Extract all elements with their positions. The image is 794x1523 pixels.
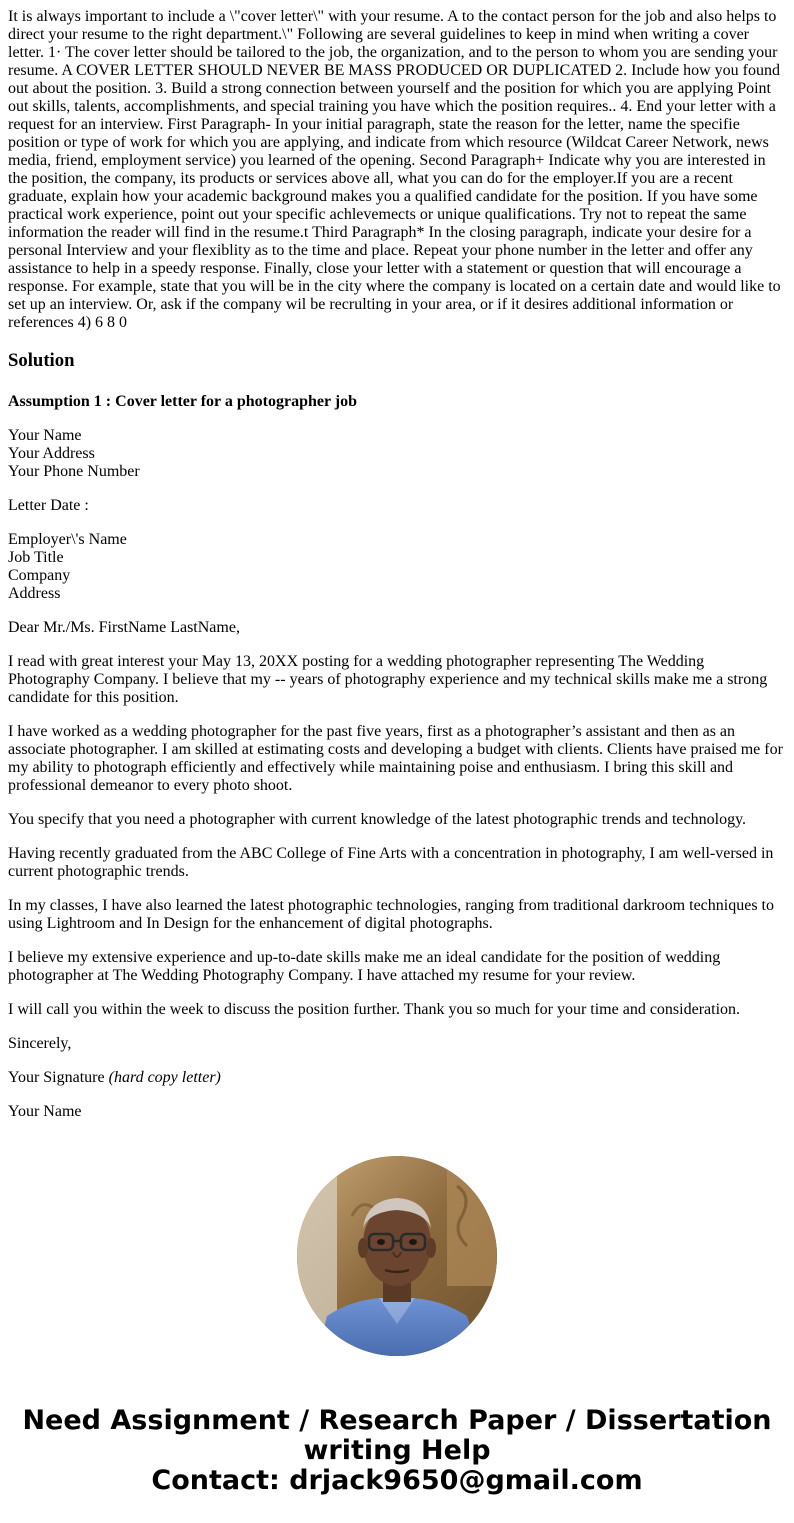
- letter-paragraph-3: You specify that you need a photographer with current knowledge of the latest photographic trends and technology.: [8, 811, 747, 828]
- solution-heading: Solution: [8, 350, 75, 371]
- sender-phone: Your Phone Number: [8, 463, 140, 480]
- avatar-container: [8, 1156, 786, 1356]
- sender-name: Your Name: [8, 427, 82, 444]
- letter-paragraph-6: I believe my extensive experience and up-to-date skills make me an ideal candidate for the position of wedding photographer at The Wedding Photography Company. I have attached my resume for your review.: [8, 949, 721, 984]
- letter-paragraph-5: In my classes, I have also learned the latest photographic technologies, ranging from traditional darkroom techniques to using Lightroom and In Design for the enhancement of digital photographs.: [8, 897, 774, 932]
- assumption-heading: Assumption 1 : Cover letter for a photographer job: [8, 393, 358, 410]
- recipient-block: [8, 531, 786, 603]
- footer-line-1: Need Assignment / Research Paper / Dissertation: [22, 1405, 772, 1436]
- letter-paragraph-1: I read with great interest your May 13, 20XX posting for a wedding photographer representing The Wedding Photography Company. I believe that my -- years of photography experience and my technical skills make me a strong candidate for this position.: [8, 653, 768, 706]
- signature-note: (hard copy letter): [108, 1069, 221, 1086]
- closing: Sincerely,: [8, 1035, 72, 1052]
- sender-address: Your Address: [8, 445, 95, 462]
- letter-date: Letter Date :: [8, 497, 89, 514]
- footer-banner: [8, 1406, 786, 1496]
- recipient-address: Address: [8, 585, 61, 602]
- closing-name: Your Name: [8, 1103, 82, 1120]
- signature-text: Your Signature: [8, 1069, 105, 1086]
- letter-paragraph-7: I will call you within the week to discuss the position further. Thank you so much for your time and consideration.: [8, 1001, 741, 1018]
- recipient-company: Company: [8, 567, 71, 584]
- letter-paragraph-4: Having recently graduated from the ABC College of Fine Arts with a concentration in photography, I am well-versed in current photographic trends.: [8, 845, 774, 880]
- footer-line-2: writing Help: [303, 1435, 491, 1466]
- footer-contact: Contact: drjack9650@gmail.com: [151, 1465, 643, 1496]
- avatar: [297, 1156, 497, 1356]
- letter-paragraph-2: I have worked as a wedding photographer for the past five years, first as a photographer’s assistant and then as an associate photographer. I am skilled at estimating costs and developing a budget with clients. Clients have praised me for my ability to photograph efficiently and effectively while maintaining poise and enthusiasm. I bring this skill and professional demeanor to every photo shoot.: [8, 723, 783, 794]
- recipient-job-title: Job Title: [8, 549, 64, 566]
- salutation: Dear Mr./Ms. FirstName LastName,: [8, 619, 240, 636]
- question-text: It is always important to include a \"cover letter\" with your resume. A to the contact person for the job and also helps to direct your resume to the right department.\" Following are several guidelines to keep in mind when writing a cover letter. 1· The cover letter should be tailored to the job, the organization, and to the person to whom you are sending your resume. A COVER LETTER SHOULD NEVER BE MASS PRODUCED OR DUPLICATED 2. Include how you found out about the position. 3. Build a strong connection between yourself and the position for which you are applying Point out skills, talents, accomplishments, and special training you have which the position requires.. 4. End your letter with a request for an interview. First Paragraph- In your initial paragraph, state the reason for the letter, name the specifie position or type of work for which you are applying, and indicate from which resource (Wildcat Career Network, news media, friend, employment service) you learned of the opening. Second Paragraph+ Indicate why you are interested in the position, the company, its products or services above all, what you can do for the employer.If you are a recent graduate, explain how your academic background makes you a qualified candidate for the position. If you have some practical work experience, point out your specific achlevemects or unique qualifications. Try not to repeat the same information the reader will find in the resume.t Third Paragraph* In the closing paragraph, indicate your desire for a personal Interview and your flexiblity as to the time and place. Repeat your phone number in the letter and offer any assistance to help in a speedy response. Finally, close your letter with a statement or question that will encourage a response. For example, state that you will be in the city where the company is located on a certain date and would like to set up an interview. Or, ask if the company wil be recrulting in your area, or if it desires additional information or references 4) 6 8 0: [8, 8, 781, 331]
- sender-block: [8, 427, 786, 481]
- recipient-name: Employer\'s Name: [8, 531, 127, 548]
- avatar-portrait-image: [297, 1156, 497, 1356]
- signature-line: [8, 1069, 786, 1087]
